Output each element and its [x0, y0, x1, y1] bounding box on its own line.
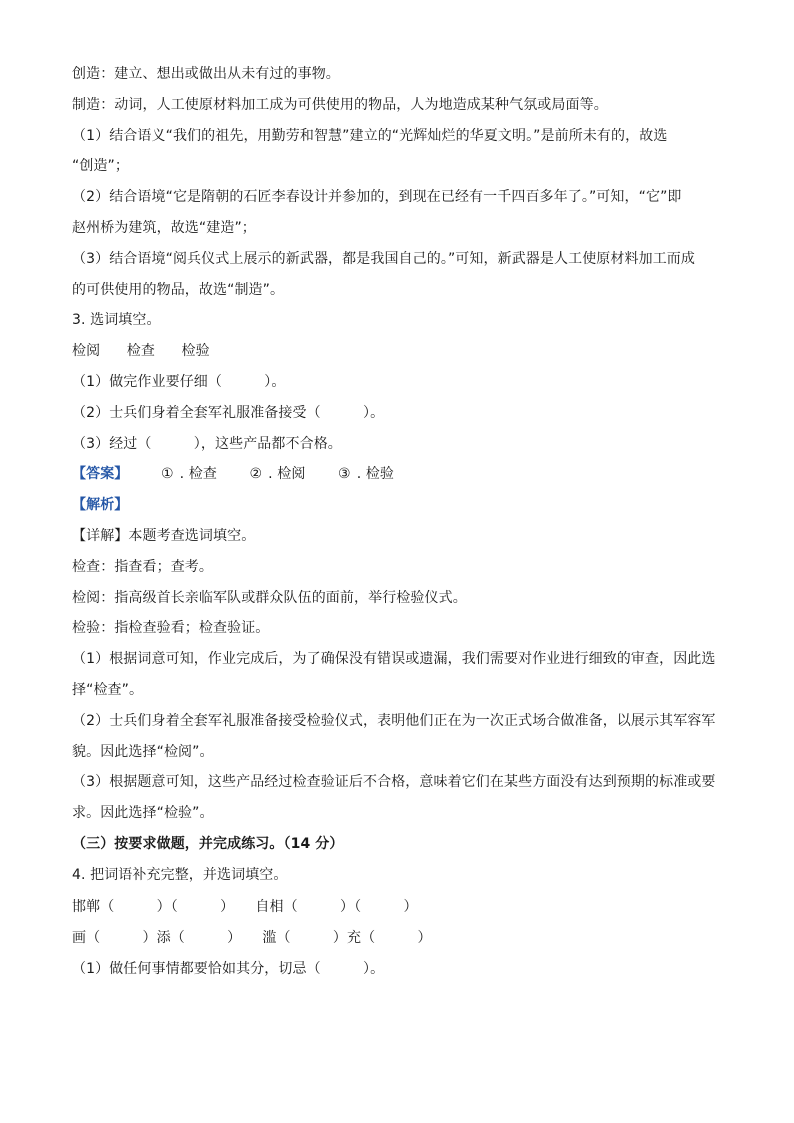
- text-line: 创造：建立、想出或做出从未有过的事物。: [72, 66, 340, 82]
- answer-text: . 检查: [179, 466, 217, 483]
- document-content: [72, 64, 722, 990]
- analysis-line: 求。因此选择“检验”。: [72, 805, 214, 822]
- question-item: （3）经过（ ），这些产品都不合格。: [72, 435, 342, 452]
- answer-list: [133, 464, 394, 484]
- question-item: （1）做完作业要仔细（ ）。: [72, 373, 286, 390]
- answer-item: [161, 464, 217, 484]
- answer-text: . 检验: [356, 466, 394, 483]
- analysis-line: （1）根据词意可知，作业完成后，为了确保没有错误或遗漏，我们需要对作业进行细致的审查，因此选: [72, 651, 716, 668]
- idiom-row: 画（ ）添（ ） 滥（ ）充（ ）: [72, 930, 432, 947]
- word-choices: [72, 341, 722, 361]
- question-item: （2）士兵们身着全套军礼服准备接受（ ）。: [72, 404, 385, 421]
- analysis-line: 检阅：指高级首长亲临军队或群众队伍的面前，举行检验仪式。: [72, 589, 467, 606]
- text-line: （2）结合语境“它是隋朝的石匠李春设计并参加的，到现在已经有一千四百多年了。”可知，“它”即: [72, 189, 682, 206]
- analysis-line: 【详解】本题考查选词填空。: [72, 527, 256, 544]
- analysis-tag: 【解析】: [72, 497, 129, 514]
- answer-item: [338, 464, 394, 484]
- idiom-row: 邯郸（ ）（ ） 自相（ ）（ ）: [72, 898, 418, 915]
- answer-number: ③: [338, 466, 351, 483]
- word-choice: 检验: [181, 343, 210, 360]
- analysis-line: （3）根据题意可知，这些产品经过检查验证后不合格，意味着它们在某些方面没有达到预期的标准或要: [72, 774, 716, 791]
- analysis-line: 检查：指查看；查考。: [72, 558, 213, 575]
- text-line: 制造：动词，人工使原材料加工成为可供使用的物品，人为地造成某种气氛或局面等。: [72, 96, 608, 113]
- analysis-line: 貌。因此选择“检阅”。: [72, 743, 214, 760]
- section-title: （三）按要求做题，并完成练习。（14 分）: [72, 835, 344, 852]
- answer-text: . 检阅: [268, 466, 306, 483]
- analysis-tag-row: [72, 495, 722, 515]
- question-item: （1）做任何事情都要恰如其分，切忌（ ）。: [72, 961, 385, 978]
- text-line: （3）结合语境“阅兵仪式上展示的新武器，都是我国自己的。”可知，新武器是人工使原材料加工而成: [72, 250, 696, 267]
- word-choice: 检查: [126, 343, 155, 360]
- answer-tag: 【答案】: [72, 466, 129, 483]
- answer-number: ①: [160, 466, 174, 483]
- text-line: （1）结合语义“我们的祖先，用勤劳和智慧”建立的“光辉灿烂的华夏文明。”是前所未有的，故选: [72, 127, 668, 144]
- text-line: 赵州桥为建筑，故选“建造”；: [72, 219, 256, 236]
- answer-item: [250, 464, 306, 484]
- text-line: “创造”；: [72, 158, 130, 175]
- answer-row: [72, 464, 722, 484]
- analysis-line: 检验：指检查验看；检查验证。: [72, 620, 270, 637]
- answer-number: ②: [249, 466, 263, 483]
- analysis-line: （2）士兵们身着全套军礼服准备接受检验仪式，表明他们正在为一次正式场合做准备，以展示其军容军: [72, 712, 716, 729]
- analysis-line: 择“检查”。: [72, 681, 144, 698]
- text-line: 的可供使用的物品，故选“制造”。: [72, 281, 285, 298]
- question-4-title: 4. 把词语补充完整，并选词填空。: [72, 866, 288, 883]
- question-3-title: 3. 选词填空。: [72, 312, 161, 329]
- word-choice: 检阅: [72, 343, 101, 360]
